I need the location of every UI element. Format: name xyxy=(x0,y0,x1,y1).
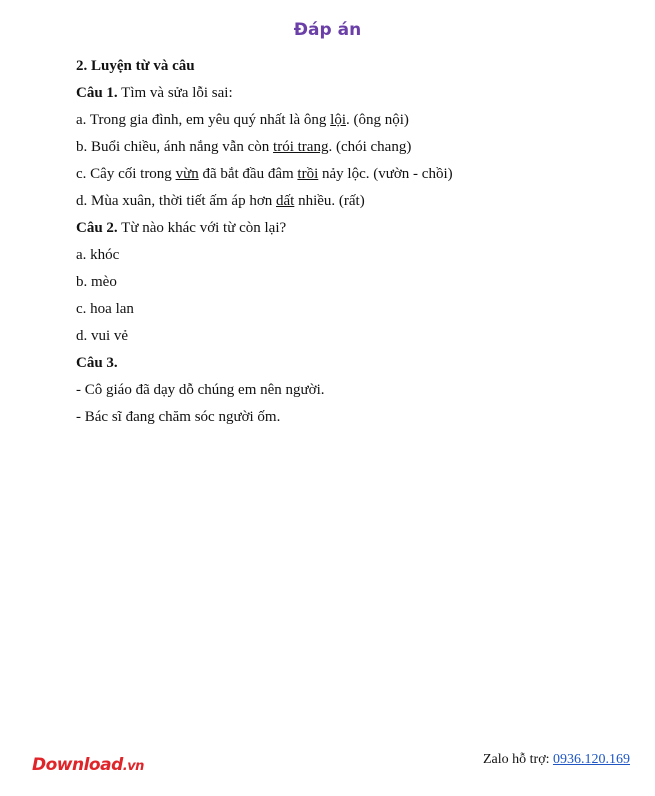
q3-sentence-1: - Cô giáo đã dạy dỗ chúng em nên người. xyxy=(76,382,325,398)
question-1-heading xyxy=(76,83,636,110)
q1-item-d xyxy=(76,191,636,218)
support-label: Zalo hỗ trợ: xyxy=(483,752,553,767)
section-heading: 2. Luyện từ và câu xyxy=(76,58,195,74)
question-3-label: Câu 3. xyxy=(76,355,118,371)
q1-item-c-fix: nảy lộc. (vườn - chồi) xyxy=(318,166,453,182)
question-1-label: Câu 1. xyxy=(76,85,118,101)
support-phone-link[interactable]: 0936.120.169 xyxy=(553,752,630,767)
q1-item-b-fix: . (chói chang) xyxy=(328,139,412,155)
q1-item-c xyxy=(76,164,636,191)
q3-sentence-2: - Bác sĩ đang chăm sóc người ốm. xyxy=(76,409,281,425)
answer-content xyxy=(76,56,636,434)
q2-option-d: d. vui vẻ xyxy=(76,328,129,344)
q1-item-a-error-word: lội xyxy=(330,112,346,128)
question-2-heading xyxy=(76,218,636,245)
q1-item-d-error-word: dất xyxy=(276,193,295,209)
q1-item-c-error-word: vừn xyxy=(175,166,199,182)
q1-item-c-text: c. Cây cối trong xyxy=(76,166,176,182)
q1-item-d-fix: nhiều. (rất) xyxy=(294,193,365,209)
q1-item-c-text-mid: đã bắt đầu đâm xyxy=(198,166,298,182)
q1-item-b-error-word: trói trang xyxy=(273,139,329,155)
q1-item-a-fix: . (ông nội) xyxy=(346,112,409,128)
q2-option-a: a. khóc xyxy=(76,247,120,263)
q2-option-b: b. mèo xyxy=(76,274,117,290)
question-2-label: Câu 2. xyxy=(76,220,118,236)
q1-item-a-text: a. Trong gia đình, em yêu quý nhất là ông xyxy=(76,112,331,128)
q1-item-d-text: d. Mùa xuân, thời tiết ấm áp hơn xyxy=(76,193,276,209)
zalo-support xyxy=(483,752,630,768)
question-2-prompt: Từ nào khác với từ còn lại? xyxy=(121,220,287,236)
q1-item-a xyxy=(76,110,636,137)
q1-item-b xyxy=(76,137,636,164)
q1-item-b-text: b. Buổi chiều, ánh nắng vẫn còn xyxy=(76,139,274,155)
download-vn-logo xyxy=(32,755,144,775)
q2-option-c: c. hoa lan xyxy=(76,301,134,317)
page-title: Đáp án xyxy=(293,20,362,40)
q1-item-c-error-word-2: trồi xyxy=(297,166,319,182)
logo-main-text: Download xyxy=(32,755,123,775)
logo-suffix-text: .vn xyxy=(122,759,144,774)
question-1-prompt: Tìm và sửa lỗi sai: xyxy=(121,85,233,101)
